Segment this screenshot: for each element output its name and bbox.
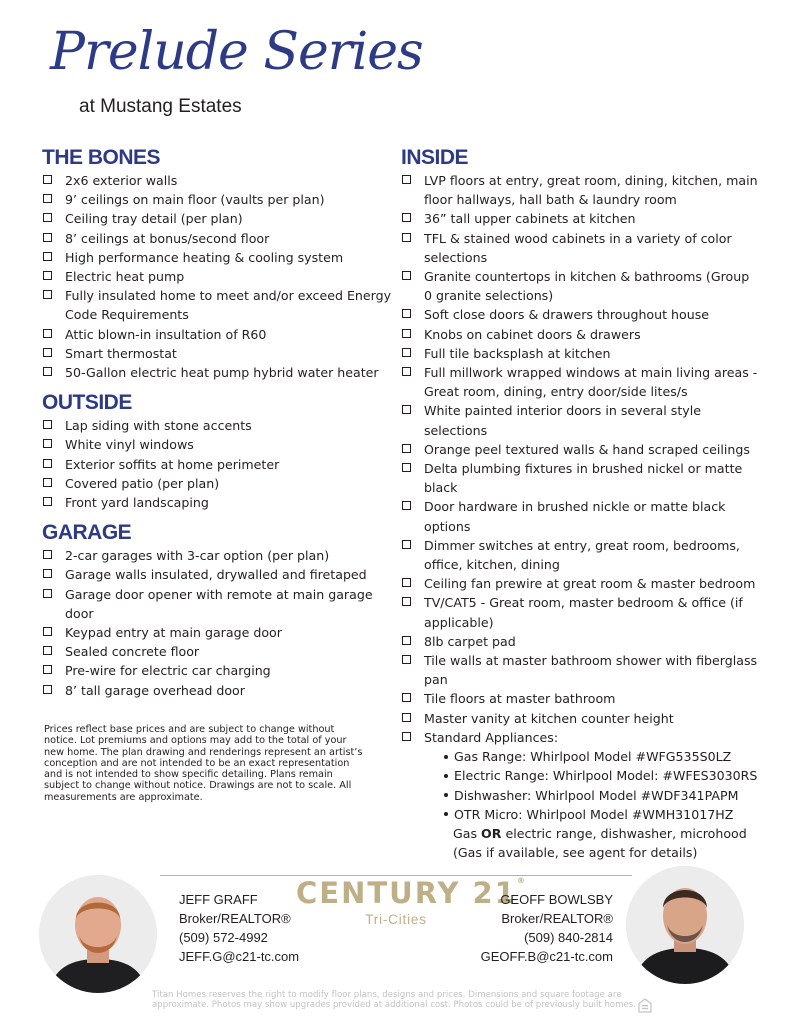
feature-text: 8’ tall garage overhead door: [65, 682, 245, 698]
checkbox-icon: [43, 439, 52, 448]
feature-item: [401, 651, 761, 689]
feature-text: Garage door opener with remote at main garage door: [65, 586, 373, 621]
feature-text: Full tile backsplash at kitchen: [424, 345, 611, 361]
feature-item: [401, 459, 761, 497]
feature-text: Orange peel textured walls & hand scraped ceilings: [424, 441, 750, 457]
checkbox-icon: [43, 459, 52, 468]
feature-item: [401, 344, 761, 363]
agent-name: GEOFF BOWLSBY: [500, 892, 613, 907]
feature-item: [42, 267, 392, 286]
checkbox-icon: [43, 589, 52, 598]
brand-name-text: CENTURY 21: [296, 876, 517, 910]
feature-text: Pre-wire for electric car charging: [65, 663, 271, 679]
feature-item: [401, 728, 761, 747]
brand-name: [296, 876, 525, 910]
feature-item: [401, 536, 761, 574]
checkbox-icon: [43, 627, 52, 636]
checkbox-icon: [43, 478, 52, 487]
appliance-item: [401, 747, 761, 766]
feature-text: Fully insulated home to meet and/or exceed Energy Code Requirements: [65, 288, 392, 323]
feature-item: [401, 632, 761, 651]
appliance-text: Gas Range: Whirlpool Model #WFG535S0LZ: [454, 749, 732, 765]
appliance-note-text: Gas: [453, 825, 482, 841]
feature-item: [401, 593, 761, 631]
checkbox-icon: [402, 329, 411, 338]
feature-text: Full millwork wrapped windows at main living areas - Great room, dining, entry door/side lites/s: [424, 365, 758, 400]
feature-text: 2x6 exterior walls: [65, 173, 178, 188]
feature-item: [401, 305, 761, 324]
agent-email[interactable]: JEFF.G@c21-tc.com: [179, 949, 300, 964]
checkbox-icon: [43, 175, 52, 184]
appliance-note-text-end: electric range, dishwasher, microhood: [501, 825, 747, 841]
checkbox-icon: [402, 693, 411, 702]
checkbox-icon: [402, 233, 411, 242]
agent-info-right: [481, 890, 613, 966]
garage-list: [42, 546, 392, 700]
feature-text: Lap siding with stone accents: [65, 418, 252, 434]
feature-item: [42, 642, 392, 661]
feature-item: [42, 435, 392, 454]
feature-text: Smart thermostat: [65, 345, 177, 361]
feature-text: 8’ ceilings at bonus/second floor: [65, 230, 270, 246]
feature-text: 8lb carpet pad: [424, 633, 516, 649]
bullet-icon: [444, 812, 448, 816]
feature-text: Door hardware in brushed nickle or matte black options: [424, 499, 726, 534]
feature-item: [401, 497, 761, 535]
feature-item: [42, 585, 392, 623]
brand-office: Tri-Cities: [365, 912, 427, 927]
feature-item: [42, 363, 392, 382]
checkbox-icon: [402, 348, 411, 357]
feature-text: Ceiling fan prewire at great room & master bedroom: [424, 576, 756, 592]
feature-item: [42, 565, 392, 584]
feature-text: 50-Gallon electric heat pump hybrid water heater: [65, 365, 379, 381]
checkbox-icon: [43, 685, 52, 694]
checkbox-icon: [402, 444, 411, 453]
checkbox-icon: [43, 497, 52, 506]
checkbox-icon: [43, 194, 52, 203]
feature-item: [401, 229, 761, 267]
section-heading-outside: OUTSIDE: [42, 391, 132, 415]
agent-photo-jeff: [39, 875, 157, 993]
agent-portrait-icon: [39, 875, 157, 993]
feature-text: Sealed concrete floor: [65, 644, 200, 660]
section-heading-bones: THE BONES: [42, 146, 161, 169]
checkbox-icon: [402, 309, 411, 318]
agent-info-left: [179, 890, 299, 966]
feature-item: [42, 661, 392, 680]
feature-text: Knobs on cabinet doors & drawers: [424, 326, 641, 342]
feature-item: [401, 440, 761, 459]
appliance-item: [401, 805, 761, 824]
feature-text: Exterior soffits at home perimeter: [65, 456, 280, 472]
registered-mark: ®: [516, 876, 525, 885]
series-title: Prelude Series: [50, 22, 423, 82]
century21-logo: [296, 876, 525, 927]
left-column: [42, 144, 392, 700]
appliance-text: OTR Micro: Whirlpool Model #WMH31017HZ: [454, 806, 734, 822]
feature-item: [42, 190, 392, 209]
feature-item: [401, 209, 761, 228]
checkbox-icon: [43, 665, 52, 674]
appliance-list: [401, 747, 761, 824]
feature-text: White vinyl windows: [65, 437, 194, 453]
checkbox-icon: [402, 713, 411, 722]
checkbox-icon: [43, 233, 52, 242]
feature-text: Attic blown-in insultation of R60: [65, 326, 267, 342]
feature-text: 2-car garages with 3-car option (per plan): [65, 548, 330, 564]
appliance-item: [401, 786, 761, 805]
feature-item: [42, 229, 392, 248]
feature-item: [42, 455, 392, 474]
feature-text: Garage walls insulated, drywalled and firetaped: [65, 567, 367, 583]
feature-text: TFL & stained wood cabinets in a variety of color selections: [424, 230, 732, 265]
feature-text: Front yard landscaping: [65, 495, 209, 511]
checkbox-icon: [402, 175, 411, 184]
checkbox-icon: [402, 213, 411, 222]
feature-item: [401, 325, 761, 344]
feature-item: [42, 248, 392, 267]
appliance-text: Dishwasher: Whirlpool Model #WDF341PAPM: [454, 787, 739, 803]
feature-item: [42, 286, 392, 324]
right-column: [401, 144, 761, 862]
checkbox-icon: [43, 367, 52, 376]
agent-photo-geoff: [626, 866, 744, 984]
feature-item: [401, 574, 761, 593]
equal-housing-icon: [638, 998, 652, 1013]
outside-list: [42, 416, 392, 512]
feature-item: [42, 546, 392, 565]
checkbox-icon: [43, 271, 52, 280]
agent-title: Broker/REALTOR®: [179, 911, 291, 926]
pricing-disclaimer: Prices reflect base prices and are subject to change without notice. Lot premiums and options may add to the total of your new home. The plan drawing and renderings represent an artist’s conception and are not intended to be an exact representation and is not intended to show specific detailing. Plans remain subject to change without notice. Drawings are not to scale. All measurements are approximate.: [44, 724, 363, 803]
checkbox-icon: [43, 329, 52, 338]
agent-portrait-icon: [626, 866, 744, 984]
checkbox-icon: [43, 213, 52, 222]
feature-item: [42, 416, 392, 435]
agent-name: JEFF GRAFF: [179, 892, 258, 907]
checkbox-icon: [43, 550, 52, 559]
feature-item: [401, 689, 761, 708]
checkbox-icon: [402, 463, 411, 472]
checkbox-icon: [402, 655, 411, 664]
feature-item: [42, 681, 392, 700]
series-subtitle: at Mustang Estates: [79, 96, 242, 117]
feature-text: Ceiling tray detail (per plan): [65, 211, 243, 227]
section-heading-garage: GARAGE: [42, 521, 132, 545]
checkbox-icon: [402, 578, 411, 587]
checkbox-icon: [402, 367, 411, 376]
feature-item: [42, 209, 392, 228]
bullet-icon: [444, 793, 448, 797]
agent-phone[interactable]: (509) 572-4992: [179, 930, 268, 945]
agent-email[interactable]: GEOFF.B@c21-tc.com: [480, 949, 613, 964]
checkbox-icon: [43, 252, 52, 261]
bones-list: [42, 171, 392, 382]
feature-text: Soft close doors & drawers throughout house: [424, 307, 710, 323]
appliance-note-or: OR: [481, 825, 502, 841]
appliance-note: [401, 824, 761, 843]
appliance-item: [401, 766, 761, 785]
feature-text: 36” tall upper cabinets at kitchen: [424, 211, 636, 227]
feature-text: High performance heating & cooling system: [65, 249, 344, 265]
checkbox-icon: [43, 569, 52, 578]
inside-list: [401, 171, 761, 747]
feature-text: Master vanity at kitchen counter height: [424, 710, 674, 726]
agent-title: Broker/REALTOR®: [501, 911, 613, 926]
feature-text: Tile walls at master bathroom shower with fiberglass pan: [424, 653, 758, 688]
checkbox-icon: [402, 636, 411, 645]
feature-text: White painted interior doors in several style selections: [424, 403, 701, 438]
bullet-icon: [444, 755, 448, 759]
feature-item: [401, 709, 761, 728]
feature-item: [42, 493, 392, 512]
feature-text: Delta plumbing fixtures in brushed nickel or matte black: [424, 461, 743, 496]
checkbox-icon: [402, 597, 411, 606]
feature-text: Tile floors at master bathroom: [424, 691, 616, 707]
feature-item: [401, 401, 761, 439]
checkbox-icon: [402, 501, 411, 510]
feature-text: Electric heat pump: [65, 269, 185, 285]
feature-text: Standard Appliances:: [424, 729, 559, 745]
checkbox-icon: [43, 348, 52, 357]
feature-text: LVP floors at entry, great room, dining, kitchen, main floor hallways, hall bath & laundry room: [424, 173, 758, 208]
checkbox-icon: [402, 540, 411, 549]
feature-item: [42, 325, 392, 344]
checkbox-icon: [43, 646, 52, 655]
feature-text: Covered patio (per plan): [65, 475, 220, 491]
checkbox-icon: [402, 405, 411, 414]
feature-item: [42, 623, 392, 642]
feature-text: Granite countertops in kitchen & bathrooms (Group 0 granite selections): [424, 269, 750, 304]
feature-item: [401, 363, 761, 401]
checkbox-icon: [43, 420, 52, 429]
section-heading-inside: INSIDE: [401, 146, 469, 169]
agent-phone[interactable]: (509) 840-2814: [524, 930, 613, 945]
feature-item: [42, 171, 392, 190]
feature-text: 9’ ceilings on main floor (vaults per plan): [65, 192, 325, 208]
checkbox-icon: [43, 290, 52, 299]
footer-disclaimer: Titan Homes reserves the right to modify floor plans, designs and prices. Dimensions and square footage are approximate. Photos may show upgrades provided at additional cost. Photos could be of previously built homes.: [152, 990, 637, 1010]
feature-text: TV/CAT5 - Great room, master bedroom & office (if applicable): [424, 595, 743, 630]
checkbox-icon: [402, 271, 411, 280]
feature-item: [42, 474, 392, 493]
feature-item: [42, 344, 392, 363]
bullet-icon: [444, 774, 448, 778]
feature-text: Keypad entry at main garage door: [65, 625, 282, 641]
appliance-note-gas: (Gas if available, see agent for details): [453, 845, 698, 861]
checkbox-icon: [402, 732, 411, 741]
feature-item: [401, 171, 761, 209]
appliance-text: Electric Range: Whirlpool Model: #WFES3030RS: [454, 768, 758, 784]
feature-item: [401, 267, 761, 305]
feature-text: Dimmer switches at entry, great room, bedrooms, office, kitchen, dining: [424, 537, 740, 573]
